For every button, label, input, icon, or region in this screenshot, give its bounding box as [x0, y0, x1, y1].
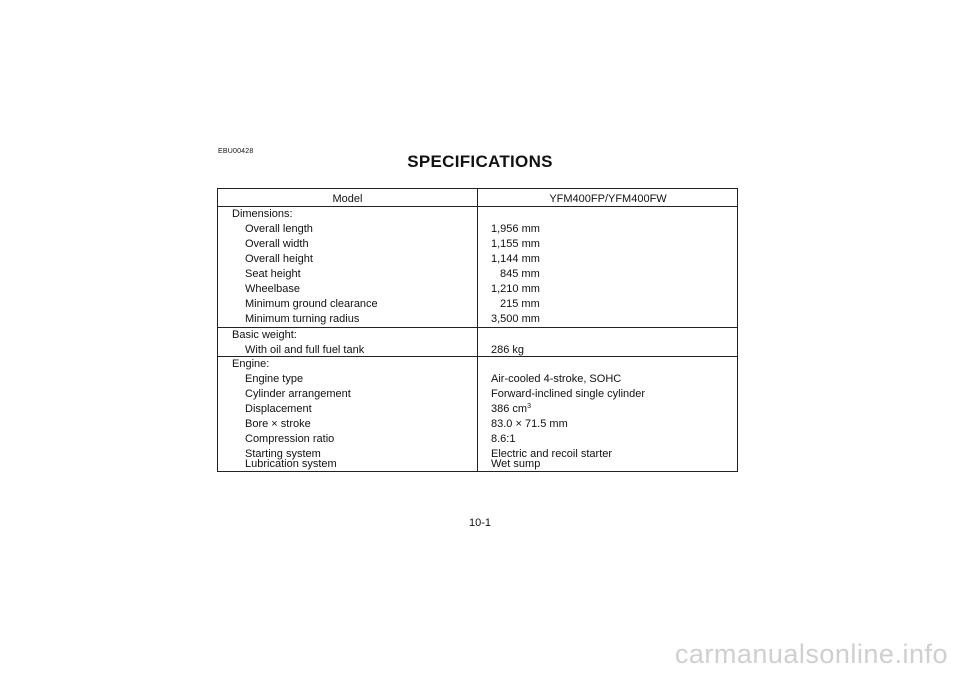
- spec-row-seat-height: [218, 267, 737, 282]
- spec-label: Wheelbase: [245, 283, 301, 295]
- header-model: Model: [332, 193, 363, 205]
- spec-value: 286 kg: [491, 344, 525, 356]
- spec-row-ground-clearance: [218, 297, 737, 312]
- group-basic-weight: [218, 328, 737, 343]
- spec-value: 215 mm: [500, 298, 540, 310]
- page-title: SPECIFICATIONS: [407, 152, 553, 171]
- spec-row-cylinder-arrangement: [218, 387, 737, 402]
- spec-row-displacement: [218, 402, 737, 417]
- spec-value: Air-cooled 4-stroke, SOHC: [491, 373, 622, 385]
- group-dimensions: [218, 207, 737, 222]
- spec-value: Wet sump: [491, 458, 541, 470]
- spec-row-lubrication-system: [218, 457, 737, 472]
- document-code: EBU00428: [218, 148, 254, 155]
- spec-label: Cylinder arrangement: [245, 388, 351, 400]
- spec-value: 8.6:1: [491, 433, 516, 445]
- spec-value: 83.0 × 71.5 mm: [491, 418, 568, 430]
- group-engine: [218, 357, 737, 372]
- group-label: Basic weight:: [232, 329, 297, 341]
- spec-value: 1,210 mm: [491, 283, 540, 295]
- spec-label: Compression ratio: [245, 433, 335, 445]
- spec-row-turning-radius: [218, 312, 737, 327]
- spec-value: 1,144 mm: [491, 253, 540, 265]
- spec-label: Minimum ground clearance: [245, 298, 378, 310]
- spec-label: With oil and full fuel tank: [245, 344, 365, 356]
- header-model-value: YFM400FP/YFM400FW: [549, 193, 667, 205]
- spec-label: Engine type: [245, 373, 304, 385]
- spec-label: Lubrication system: [245, 458, 337, 470]
- spec-row-wheelbase: [218, 282, 737, 297]
- spec-row-compression-ratio: [218, 432, 737, 447]
- spec-value: Electric and recoil starter: [491, 448, 613, 460]
- spec-row-overall-height: [218, 252, 737, 267]
- spec-row-overall-length: [218, 222, 737, 237]
- spec-value: 3,500 mm: [491, 313, 540, 325]
- spec-row-overall-width: [218, 237, 737, 252]
- spec-label: Seat height: [245, 268, 301, 280]
- spec-label: Starting system: [245, 448, 321, 460]
- spec-label: Displacement: [245, 403, 312, 415]
- spec-value: Forward-inclined single cylinder: [491, 388, 646, 400]
- displacement-value: 386 cm: [491, 403, 528, 415]
- spec-label: Overall length: [245, 223, 313, 235]
- spec-label: Overall width: [245, 238, 309, 250]
- spec-label: Overall height: [245, 253, 313, 265]
- spec-row-engine-type: [218, 372, 737, 387]
- group-label: Engine:: [232, 358, 270, 370]
- spec-value: 845 mm: [500, 268, 540, 280]
- specifications-table: [217, 188, 738, 472]
- page-number: 10-1: [468, 517, 492, 529]
- watermark: carmanualsonline.info: [674, 639, 948, 669]
- unit-superscript: 3: [527, 403, 531, 410]
- spec-value: 1,956 mm: [491, 223, 540, 235]
- spec-label: Minimum turning radius: [245, 313, 360, 325]
- spec-value: 1,155 mm: [491, 238, 540, 250]
- spec-label: Bore × stroke: [245, 418, 311, 430]
- spec-value: [491, 402, 531, 417]
- group-label: Dimensions:: [232, 208, 293, 220]
- spec-row-bore-stroke: [218, 417, 737, 432]
